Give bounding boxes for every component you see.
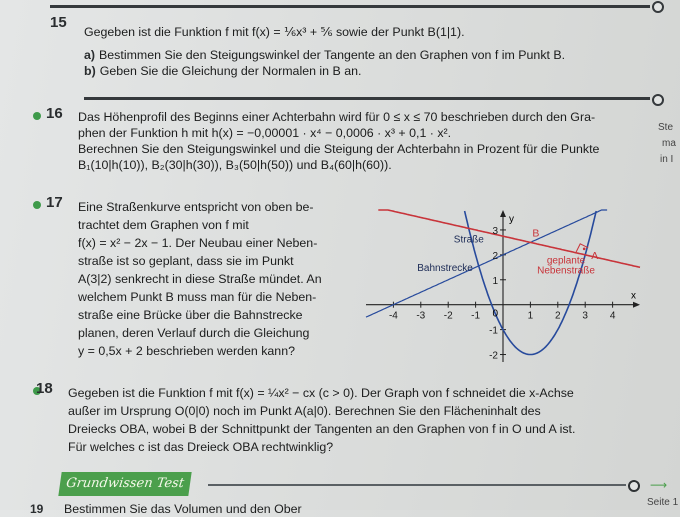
road-graph-figure [358,202,648,370]
task-18-line-1: Gegeben ist die Funktion f mit f(x) = ¼x² − cx (c > 0). Der Graph von f schneidet die x-Achse [68,386,574,400]
graph-axes [366,210,640,362]
point-label-B: B [532,227,540,240]
y-tick-label: -1 [489,325,498,337]
y-tick-label: 3 [492,225,498,237]
task-17-line-8: planen, deren Verlauf durch die Gleichung [78,326,310,340]
page-ref-arrow-icon: ⟶ [650,478,668,492]
task-17-number: 17 [46,194,63,211]
rule-end-circle-2 [652,94,664,106]
task-18-line-2: außer im Ursprung O(0|0) noch im Punkt A(a|0). Berechnen Sie den Flächeninhalt des [68,404,541,418]
x-tick-label: 4 [609,310,616,322]
task-17-line-7: straße eine Brücke über die Bahnstrecke [78,308,303,322]
task-19-text: Bestimmen Sie das Volumen und den Ober [64,502,302,516]
graph-labels [389,214,636,362]
section-banner: Grundwissen Test [58,472,191,496]
footer-rule-circle [628,480,640,492]
task-16-difficulty-dot [33,112,41,120]
task-15-text: Gegeben ist die Funktion f mit f(x) = ⅙x³ + ⅚ sowie der Punkt B(1|1). [84,25,465,39]
planned-road-label-1: geplante [546,255,586,267]
task-17-line-1: Eine Straßenkurve entspricht von oben be- [78,200,314,214]
origin-label: 0 [492,308,498,320]
task-17-line-3: f(x) = x² − 2x − 1. Der Neubau einer Neben- [78,236,318,250]
x-tick-label: -1 [471,310,481,322]
rail-label: Bahnstrecke [417,263,473,275]
task-19-number: 19 [30,502,44,516]
road-label: Straße [453,234,484,246]
page-reference: Seite 1 [647,497,679,508]
task-17-line-4: straße ist so geplant, dass sie im Punkt [78,254,294,268]
side-note-3: in I [660,154,674,165]
y-tick-label: -2 [489,350,498,362]
x-axis-label: x [631,290,636,302]
task-16-rule [84,97,650,100]
subtask-b-label: b) [84,64,96,78]
task-16-line-4: B₁(10|h(10)), B₂(30|h(30)), B₃(50|h(50)) und B₄(60|h(60)). [78,158,392,172]
x-tick-label: -3 [416,310,426,322]
side-note-2: ma [662,138,676,149]
x-tick-label: 2 [555,310,561,322]
y-axis-label: y [509,214,514,225]
task-16-line-3: Berechnen Sie den Steigungswinkel und die Steigung der Achterbahn in Prozent für die Punkte [78,142,600,156]
subtask-b-text: Geben Sie die Gleichung der Normalen in B an. [99,64,362,78]
task-15-number: 15 [50,14,67,31]
task-17-line-5: A(3|2) senkrecht in diese Straße mündet. An [78,272,322,286]
task-16-line-1: Das Höhenprofil des Beginns einer Achterbahn wird für 0 ≤ x ≤ 70 beschrieben durch den Gra- [78,110,596,124]
subtask-a-label: a) [84,48,96,62]
side-note-1: Ste [658,122,674,133]
task-17-line-9: y = 0,5x + 2 beschrieben werden kann? [78,344,295,358]
y-tick-label: 1 [492,275,498,287]
y-tick-label: 2 [492,250,498,262]
rule-end-circle [652,1,664,13]
task-16-line-2: phen der Funktion h mit h(x) = −0,00001 · x⁴ − 0,0006 · x³ + 0,1 · x². [78,126,452,140]
x-tick-label: -4 [388,310,398,322]
x-tick-label: 1 [527,310,534,322]
task-18-line-4: Für welches c ist das Dreieck OBA rechtwinklig? [68,440,334,454]
task-18-line-3: Dreiecks OBA, wobei B der Schnittpunkt der Tangenten an den Graphen von f in O und A ist. [68,422,576,436]
y-axis-arrow [500,210,506,217]
task-15-subtask-b [84,64,361,79]
x-tick-label: -2 [443,310,453,322]
task-17-difficulty-dot [33,201,41,209]
task-17-line-6: welchem Punkt B muss man für die Neben- [78,290,317,304]
x-tick-label: 3 [582,310,588,322]
subtask-a-text: Bestimmen Sie den Steigungswinkel der Tangente an den Graphen von f im Punkt B. [99,48,566,62]
task-15-subtask-a [84,48,565,63]
top-rule [50,5,650,8]
footer-rule [208,484,626,486]
right-angle-dot [583,248,586,251]
point-label-A: A [591,249,599,262]
task-18-number: 18 [36,380,53,397]
task-17-line-2: trachtet dem Graphen von f mit [78,218,249,232]
task-16-number: 16 [46,105,63,122]
planned-road-label-2: Nebenstraße [537,265,595,277]
x-axis-arrow [633,302,640,308]
